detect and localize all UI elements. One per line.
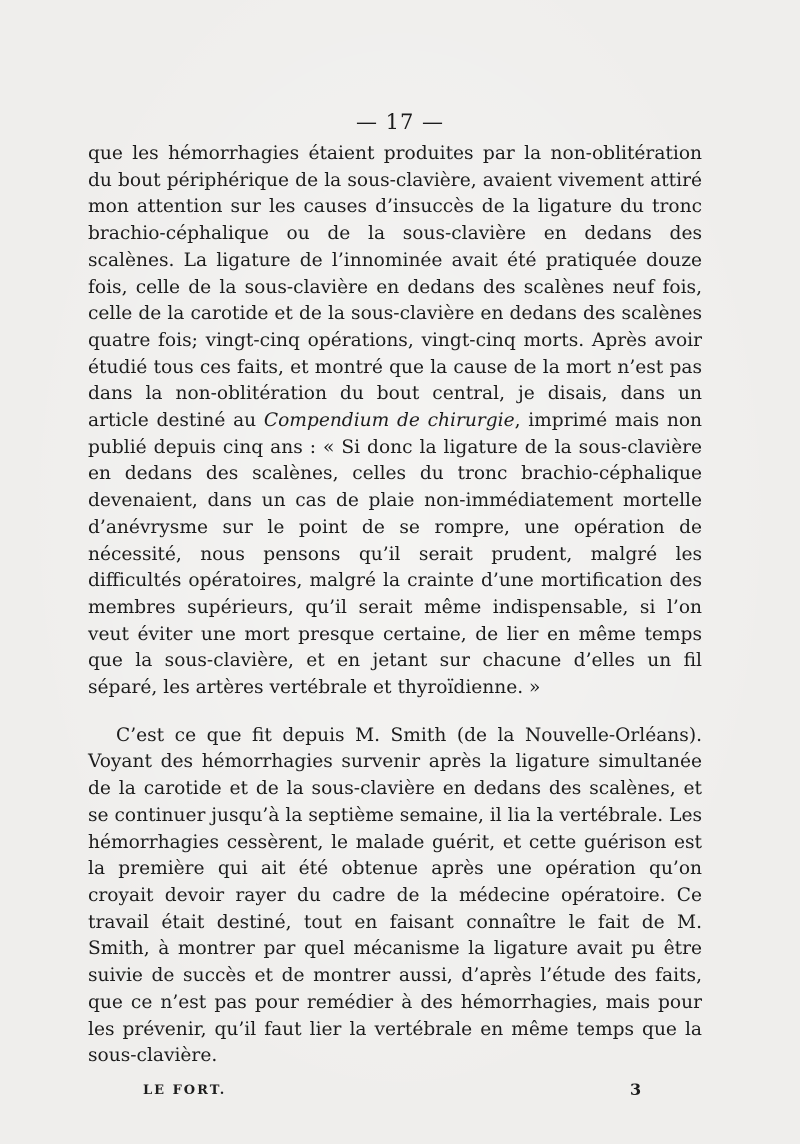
paragraph-1: [88, 141, 702, 702]
footer-signature-number: 3: [630, 1080, 642, 1099]
paragraph-1-text-b: , imprimé mais non publié depuis cinq ans : « Si donc la ligature de la sous-clavière en dedans des scalènes, celles du tronc brachio-céphalique devenaient, dans un cas de plaie non-immédiatement mortelle d’anévrysme sur le point de se rompre, une opération de nécessité, nous pensons qu’il serait prudent, malgré les difficultés opératoires, malgré la crainte d’une mortification des membres supérieurs, qu’il serait même indispensable, si l’on veut éviter une mort presque certaine, de lier en même temps que la sous-clavière, et en jetant sur chacune d’elles un fil séparé, les artères vertébrale et thyroïdienne. »: [88, 410, 702, 699]
footer-signature: LE FORT.: [143, 1083, 227, 1098]
page-number: — 17 —: [355, 110, 445, 134]
body-text: [88, 141, 702, 1070]
paragraph-1-text-a: que les hémorrhagies étaient produites par la non-oblitération du bout périphérique de la sous-clavière, avaient vivement attiré mon attention sur les causes d’insuccès de la ligature du tronc brachio-céphalique ou de la sous-clavière en dedans des scalènes. La ligature de l’innominée avait été pratiquée douze fois, celle de la sous-clavière en dedans des scalènes neuf fois, celle de la carotide et de la sous-clavière en dedans des scalènes quatre fois; vingt-cinq opérations, vingt-cinq morts. Après avoir étudié tous ces faits, et montré que la cause de la mort n’est pas dans la non-oblitération du bout central, je disais, dans un article destiné au: [88, 143, 702, 432]
paragraph-2: C’est ce que fit depuis M. Smith (de la Nouvelle-Orléans). Voyant des hémorrhagies survenir après la ligature simultanée de la carotide et de la sous-clavière en dedans des scalènes, et se continuer jusqu’à la septième semaine, il lia la vertébrale. Les hémorrhagies cessèrent, le malade guérit, et cette guérison est la première qui ait été obtenue après une opération qu’on croyait devoir rayer du cadre de la médecine opératoire. Ce travail était destiné, tout en faisant connaître le fait de M. Smith, à montrer par quel mécanisme la ligature avait pu être suivie de succès et de montrer aussi, d’après l’étude des faits, que ce n’est pas pour remédier à des hémorrhagies, mais pour les prévenir, qu’il faut lier la vertébrale en même temps que la sous-clavière.: [88, 724, 702, 1067]
paragraph-1-italic-title: Compendium de chirurgie: [263, 410, 515, 432]
